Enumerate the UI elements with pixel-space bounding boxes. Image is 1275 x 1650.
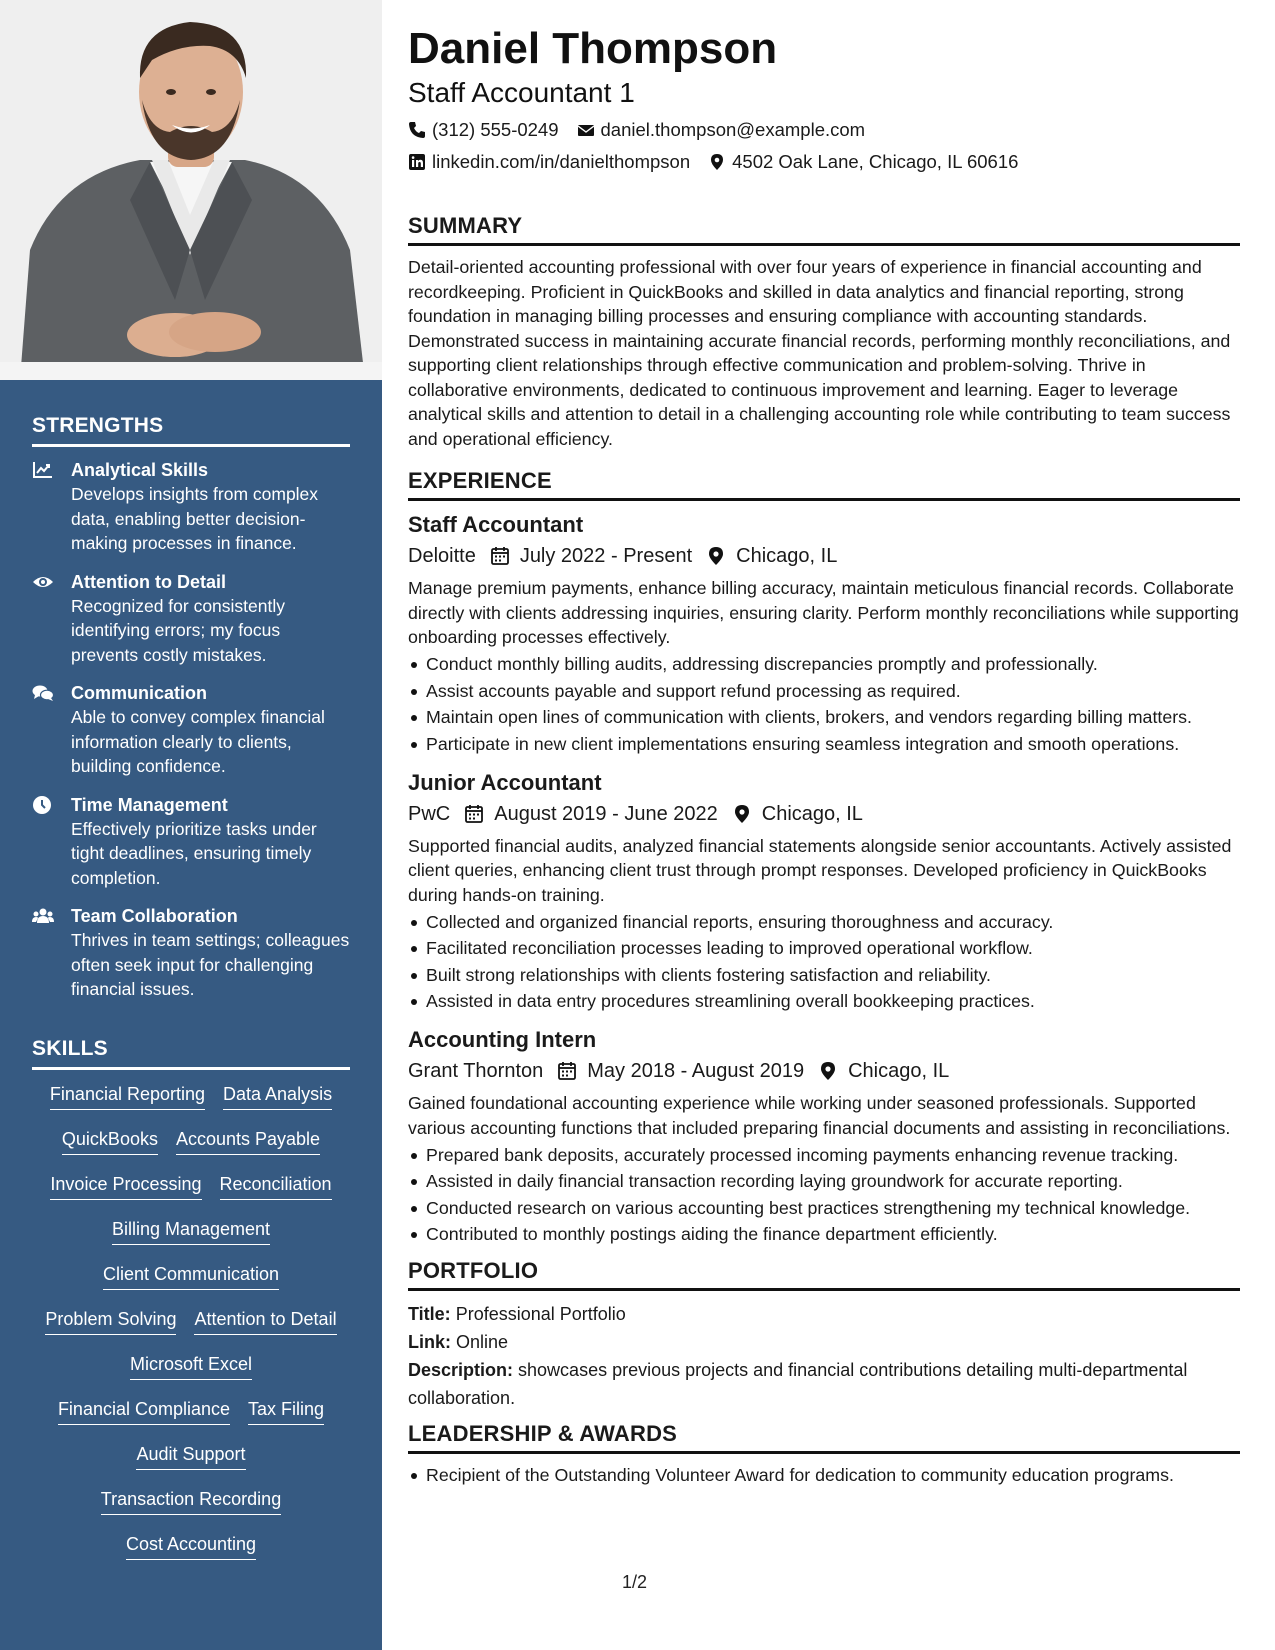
job-location: Chicago, IL (848, 1060, 950, 1082)
skill-tag: Client Communication (103, 1262, 279, 1290)
portfolio-link-label: Link: (408, 1332, 451, 1352)
profile-photo (0, 0, 382, 380)
clock-icon (32, 795, 54, 815)
job-bullets (408, 652, 1240, 756)
email-contact[interactable] (577, 118, 866, 142)
portfolio-title-value: Professional Portfolio (455, 1304, 626, 1324)
strengths-heading: STRENGTHS (32, 414, 350, 447)
map-marker-icon (708, 153, 726, 171)
map-marker-icon (818, 1061, 838, 1081)
list-item: Assisted in daily financial transaction recording laying groundwork for accurate reporting. (408, 1169, 1240, 1193)
phone-contact[interactable] (408, 118, 559, 142)
list-item: Contributed to monthly postings aiding the finance department efficiently. (408, 1222, 1240, 1246)
job-dates: May 2018 - August 2019 (587, 1060, 805, 1082)
skill-tag: Financial Compliance (58, 1397, 230, 1425)
strength-description: Recognized for consistently identifying errors; my focus prevents costly mistakes. (71, 595, 285, 665)
job-location: Chicago, IL (736, 545, 838, 567)
chart-line-icon (32, 460, 54, 480)
eye-icon (32, 572, 54, 592)
leadership-heading: LEADERSHIP & AWARDS (408, 1421, 1240, 1454)
map-marker-icon (732, 804, 752, 824)
skill-tag: Cost Accounting (126, 1532, 256, 1560)
portfolio-link[interactable]: Online (456, 1332, 509, 1352)
main-content (408, 22, 1240, 1487)
skill-tag: Tax Filing (248, 1397, 324, 1425)
list-item: Recipient of the Outstanding Volunteer Award for dedication to community education programs. (408, 1463, 1240, 1487)
phone-text: (312) 555-0249 (432, 119, 559, 140)
list-item: Maintain open lines of communication with clients, brokers, and vendors regarding billing matters. (408, 705, 1240, 729)
list-item: Prepared bank deposits, accurately processed incoming payments enhancing revenue tracking. (408, 1143, 1240, 1167)
linkedin-contact[interactable] (408, 150, 690, 174)
job-entry (408, 510, 1240, 756)
sidebar (0, 0, 382, 1650)
list-item: Built strong relationships with clients fostering satisfaction and reliability. (408, 963, 1240, 987)
job-meta (408, 800, 1240, 828)
strength-description: Effectively prioritize tasks under tight deadlines, ensuring timely completion. (71, 818, 317, 888)
strength-item (32, 570, 352, 668)
skill-tag: Reconciliation (220, 1172, 332, 1200)
list-item: Assisted in data entry procedures streamlining overall bookkeeping practices. (408, 989, 1240, 1013)
list-item: Facilitated reconciliation processes leading to improved operational workflow. (408, 936, 1240, 960)
skills-list (32, 1082, 350, 1577)
strength-item (32, 793, 352, 891)
strength-title: Analytical Skills (71, 460, 209, 480)
candidate-name: Daniel Thompson (408, 24, 778, 73)
skill-tag: Data Analysis (223, 1082, 332, 1110)
job-dates: July 2022 - Present (519, 545, 693, 567)
strength-description: Develops insights from complex data, enabling better decision-making processes in finance. (71, 484, 319, 553)
job-entry (408, 1025, 1240, 1246)
company-name: PwC (408, 802, 451, 825)
job-bullets (408, 1143, 1240, 1247)
contact-row (408, 150, 1240, 174)
list-item: Participate in new client implementations ensuring seamless integration and smooth operations. (408, 732, 1240, 756)
skills-heading: SKILLS (32, 1037, 350, 1070)
address-contact (708, 150, 1018, 174)
address-text: 4502 Oak Lane, Chicago, IL 60616 (732, 151, 1019, 172)
strength-title: Time Management (71, 794, 228, 815)
list-item: Collected and organized financial reports, ensuring thoroughness and accuracy. (408, 910, 1240, 934)
skill-tag: Problem Solving (45, 1307, 176, 1335)
skill-tag: Audit Support (136, 1442, 245, 1470)
phone-icon (408, 121, 426, 139)
job-entry-title: Staff Accountant (408, 512, 584, 537)
summary-heading: SUMMARY (408, 213, 1240, 246)
skill-tag: Financial Reporting (50, 1082, 205, 1110)
company-name: Deloitte (408, 545, 476, 567)
users-icon (32, 906, 54, 926)
skill-tag: Attention to Detail (194, 1307, 336, 1335)
company-name: Grant Thornton (408, 1060, 544, 1082)
calendar-icon (557, 1061, 577, 1081)
contact-row (408, 118, 1240, 142)
job-description: Manage premium payments, enhance billing accuracy, maintain meticulous financial records. Collaborate directly with clients addressing inquiries, ensuring clarity. Perform monthly reconciliations while supporting onboarding processes effectively. (408, 578, 1239, 647)
job-description: Gained foundational accounting experience while working under seasoned professionals. Supported various accounting functions that included preparing financial documents and assisting in reconciliations. (408, 1093, 1231, 1138)
skill-tag: Transaction Recording (101, 1487, 281, 1515)
envelope-icon (577, 121, 595, 139)
map-marker-icon (706, 546, 726, 566)
strength-title: Attention to Detail (71, 571, 226, 592)
job-title: Staff Accountant 1 (408, 77, 635, 108)
leadership-list (408, 1463, 1240, 1487)
skill-tag: Microsoft Excel (130, 1352, 252, 1380)
list-item: Conducted research on various accounting best practices strengthening my technical knowledge. (408, 1196, 1240, 1220)
job-entry (408, 768, 1240, 1014)
strength-item (32, 904, 352, 1002)
portfolio-link-line (408, 1328, 1240, 1356)
portfolio-heading: PORTFOLIO (408, 1258, 1240, 1291)
email-text: daniel.thompson@example.com (600, 119, 866, 140)
strength-description: Thrives in team settings; colleagues often seek input for challenging financial issues. (71, 930, 350, 999)
strength-title: Communication (71, 683, 208, 703)
portfolio-title-label: Title: (408, 1304, 451, 1324)
job-meta (408, 542, 1240, 570)
skill-tag: QuickBooks (62, 1127, 158, 1155)
skill-tag: Billing Management (112, 1217, 270, 1245)
linkedin-text: linkedin.com/in/danielthompson (432, 151, 691, 172)
portfolio-description-label: Description: (408, 1360, 514, 1380)
experience-heading: EXPERIENCE (408, 468, 1240, 501)
strength-title: Team Collaboration (71, 906, 238, 926)
strength-item (32, 681, 352, 779)
skill-tag: Accounts Payable (176, 1127, 320, 1155)
job-meta (408, 1057, 1240, 1085)
summary-text: Detail-oriented accounting professional with over four years of experience in financial accounting and recordkeeping. Proficient in QuickBooks and skilled in data analytics and financial reporting, strong foundation in managing billing processes and ensuring compliance with accounting standards. Demonstrated success in maintaining accurate financial records, performing monthly reconciliations, and supporting client relationships through effective communication and problem-solving. Thrive in collaborative environments, dedicated to continuous improvement and learning. Eager to leverage analytical skills and attention to detail in a challenging accounting role while contributing to team success and operational efficiency. (408, 257, 1231, 449)
portfolio-description-line (408, 1356, 1240, 1412)
calendar-icon (490, 546, 510, 566)
strength-description: Able to convey complex financial information clearly to clients, building confidence. (71, 707, 325, 776)
comments-icon (32, 683, 54, 703)
skill-tag: Invoice Processing (50, 1172, 201, 1200)
list-item: Conduct monthly billing audits, addressing discrepancies promptly and professionally. (408, 652, 1240, 676)
portfolio-title-line (408, 1300, 1240, 1328)
list-item: Assist accounts payable and support refund processing as required. (408, 679, 1240, 703)
page-number: 1/2 (622, 1572, 648, 1592)
portfolio-description-value: showcases previous projects and financial contributions detailing multi-departmental collaboration. (408, 1360, 1188, 1408)
job-entry-title: Accounting Intern (408, 1027, 597, 1052)
strengths-list (32, 458, 352, 1016)
calendar-icon (464, 804, 484, 824)
job-description: Supported financial audits, analyzed financial statements alongside senior accountants. Actively assisted client queries, enhancing client trust through prompt responses. Developed proficiency in QuickBooks during hands-on training. (408, 835, 1232, 905)
strength-item (32, 458, 352, 556)
job-entry-title: Junior Accountant (408, 769, 602, 795)
job-location: Chicago, IL (761, 802, 863, 825)
linkedin-icon (408, 153, 426, 171)
job-dates: August 2019 - June 2022 (494, 802, 718, 825)
job-bullets (408, 910, 1240, 1014)
